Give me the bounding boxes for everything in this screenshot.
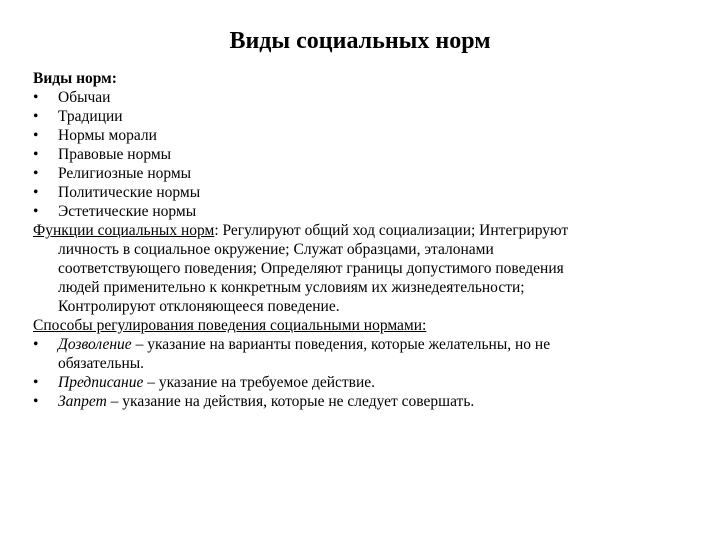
regulation-desc: – указание на варианты поведения, которые желательны, но не [131, 336, 551, 353]
list-item [33, 164, 683, 183]
bullet-icon: • [33, 393, 39, 410]
bullet-icon: • [33, 184, 39, 201]
norm-type: Правовые нормы [58, 146, 172, 163]
regulation-desc-cont: обязательны. [58, 355, 145, 372]
norm-type: Эстетические нормы [58, 203, 197, 220]
norm-type: Традиции [58, 108, 123, 125]
functions-line: Контролируют отклоняющееся поведение. [58, 298, 340, 315]
bullet-icon: • [33, 89, 39, 106]
bullet-icon: • [33, 165, 39, 182]
functions-first-line [33, 221, 683, 240]
regulation-item [58, 373, 683, 392]
functions-line: соответствующего поведения; Определяют границы допустимого поведения [58, 260, 564, 277]
list-item [33, 107, 683, 126]
list-item [33, 392, 683, 411]
norm-type: Политические нормы [58, 184, 201, 201]
list-item [33, 202, 683, 221]
types-heading: Виды норм: [33, 70, 117, 87]
list-item [33, 126, 683, 145]
norm-type: Нормы морали [58, 127, 157, 144]
functions-label: Функции социальных норм [33, 222, 215, 239]
bullet-icon: • [33, 336, 39, 353]
regulation-item [58, 335, 683, 373]
slide-title [0, 28, 720, 55]
regulation-term: Дозволение [58, 336, 132, 353]
functions-block [33, 221, 683, 316]
regulation-desc: – указание на действия, которые не следует совершать. [106, 393, 475, 410]
list-item [33, 335, 683, 373]
norm-type: Религиозные нормы [58, 165, 192, 182]
regulation-heading [33, 316, 683, 335]
bullet-icon: • [33, 203, 39, 220]
norm-type: Обычаи [58, 89, 111, 106]
bullet-icon: • [33, 374, 39, 391]
regulation-label: Способы регулирования поведения социальными нормами: [33, 317, 427, 334]
list-item [33, 183, 683, 202]
regulation-desc: – указание на требуемое действие. [143, 374, 376, 391]
list-item [33, 145, 683, 164]
functions-text-start: : Регулируют общий ход социализации; Интегрируют [214, 222, 569, 239]
regulation-term: Предписание [58, 374, 144, 391]
bullet-icon: • [33, 108, 39, 125]
regulation-item [58, 392, 683, 411]
list-item [33, 373, 683, 392]
regulation-term: Запрет [58, 393, 107, 410]
bullet-icon: • [33, 127, 39, 144]
bullet-icon: • [33, 146, 39, 163]
functions-line: личность в социальное окружение; Служат образцами, эталонами [58, 241, 494, 258]
functions-line: людей применительно к конкретным условиям их жизнедеятельности; [58, 279, 525, 296]
list-item [33, 88, 683, 107]
slide-content [33, 69, 683, 411]
slide-title-text: Виды социальных норм [229, 28, 491, 54]
